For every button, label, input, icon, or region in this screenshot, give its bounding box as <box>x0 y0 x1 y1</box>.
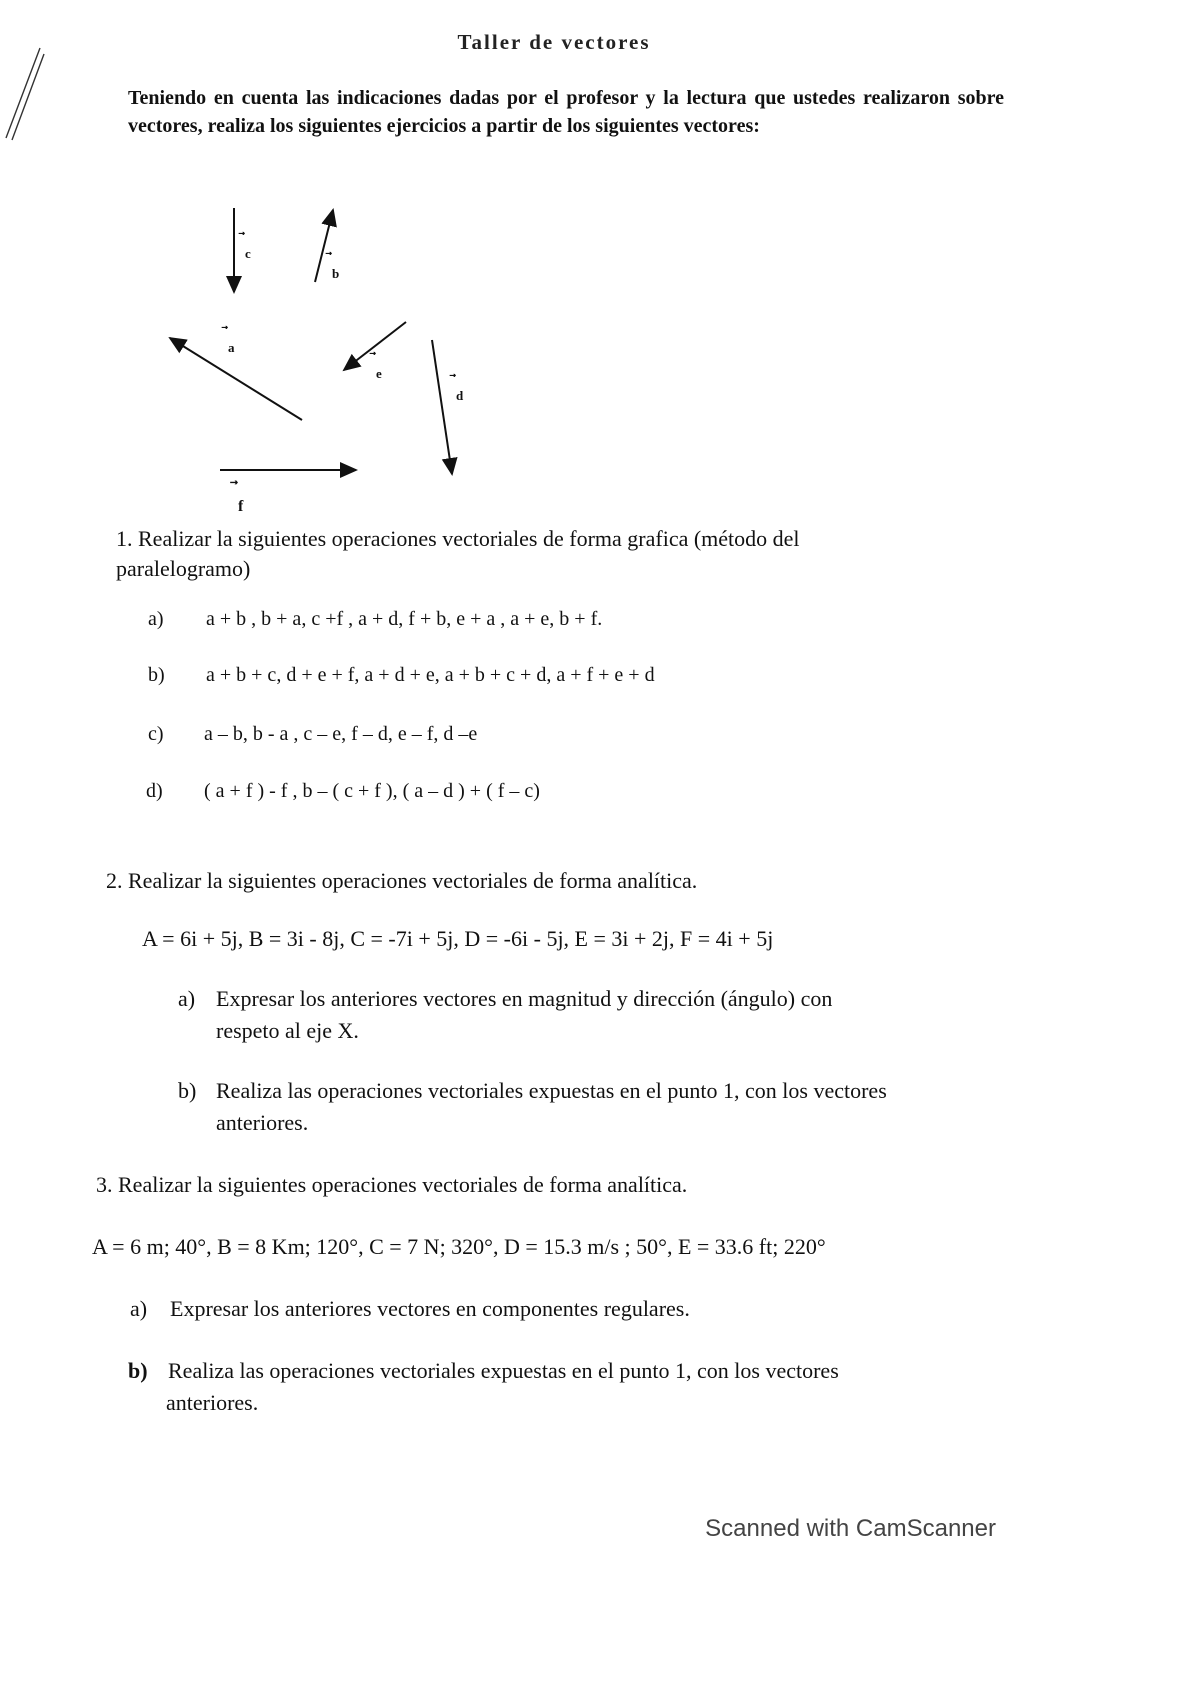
q2-heading: 2. Realizar la siguientes operaciones vectoriales de forma analítica. <box>106 868 698 893</box>
q2-item-a-line1: Expresar los anteriores vectores en magnitud y dirección (ángulo) con <box>216 986 833 1011</box>
vector-e-arrow <box>344 322 406 370</box>
q1-item-d-letter: d) <box>146 780 163 802</box>
q3-vectors: A = 6 m; 40°, B = 8 Km; 120°, C = 7 N; 320°, D = 15.3 m/s ; 50°, E = 33.6 ft; 220° <box>92 1234 826 1259</box>
q1-item-d-text: ( a + f ) - f , b – ( c + f ), ( a – d ) + ( f – c) <box>204 780 540 802</box>
vector-b-label: b <box>332 266 340 281</box>
q1-item-c-text: a – b, b - a , c – e, f – d, e – f, d –e <box>204 723 478 745</box>
vector-a-arrow <box>170 338 302 420</box>
q1-item-a-letter: a) <box>148 608 164 630</box>
document-title: Taller de vectores <box>457 30 651 54</box>
intro-paragraph: Teniendo en cuenta las indicaciones dadas por el profesor y la lectura que ustedes realizaron sobre vectores, realiza los siguientes ejercicios a partir de los siguientes vectores: <box>128 87 1004 137</box>
q1-heading-line1: 1. Realizar la siguientes operaciones vectoriales de forma grafica (método del <box>116 526 800 551</box>
vector-f-label: f <box>238 498 244 515</box>
q1-item-b-text: a + b + c, d + e + f, a + d + e, a + b + c + d, a + f + e + d <box>206 664 655 686</box>
q1-item-b-letter: b) <box>148 664 165 686</box>
q3-item-b-line2: anteriores. <box>166 1390 259 1415</box>
q2-item-a-line2: respeto al eje X. <box>216 1018 359 1043</box>
vector-d-arrow <box>432 340 452 474</box>
margin-scribble <box>0 40 60 150</box>
q1-item-a-text: a + b , b + a, c +f , a + d, f + b, e + a , a + e, b + f. <box>206 608 603 630</box>
vector-a-label: a <box>228 340 235 355</box>
q2-vectors: A = 6i + 5j, B = 3i - 8j, C = -7i + 5j, D = -6i - 5j, E = 3i + 2j, F = 4i + 5j <box>142 926 774 951</box>
q1-item-c-letter: c) <box>148 723 164 745</box>
q3-item-b-line1: Realiza las operaciones vectoriales expuestas en el punto 1, con los vectores <box>168 1358 839 1383</box>
q1-heading-line2: paralelogramo) <box>116 556 251 581</box>
q3-item-b-letter: b) <box>128 1358 148 1383</box>
q3-heading: 3. Realizar la siguientes operaciones vectoriales de forma analítica. <box>96 1172 688 1197</box>
camscanner-watermark: Scanned with CamScanner <box>705 1515 996 1542</box>
q2-item-b-line1: Realiza las operaciones vectoriales expuestas en el punto 1, con los vectores <box>216 1078 887 1103</box>
vector-c-label: c <box>245 246 251 261</box>
q2-item-b-line2: anteriores. <box>216 1110 309 1135</box>
q3-item-a-line1: Expresar los anteriores vectores en componentes regulares. <box>170 1296 690 1321</box>
q2-item-b-letter: b) <box>178 1078 197 1103</box>
vector-figure <box>150 190 490 510</box>
q3-item-a-letter: a) <box>130 1296 148 1321</box>
vector-d-label: d <box>456 388 464 403</box>
q2-item-a-letter: a) <box>178 986 196 1011</box>
vector-b-arrow <box>315 210 333 282</box>
vector-e-label: e <box>376 366 382 381</box>
